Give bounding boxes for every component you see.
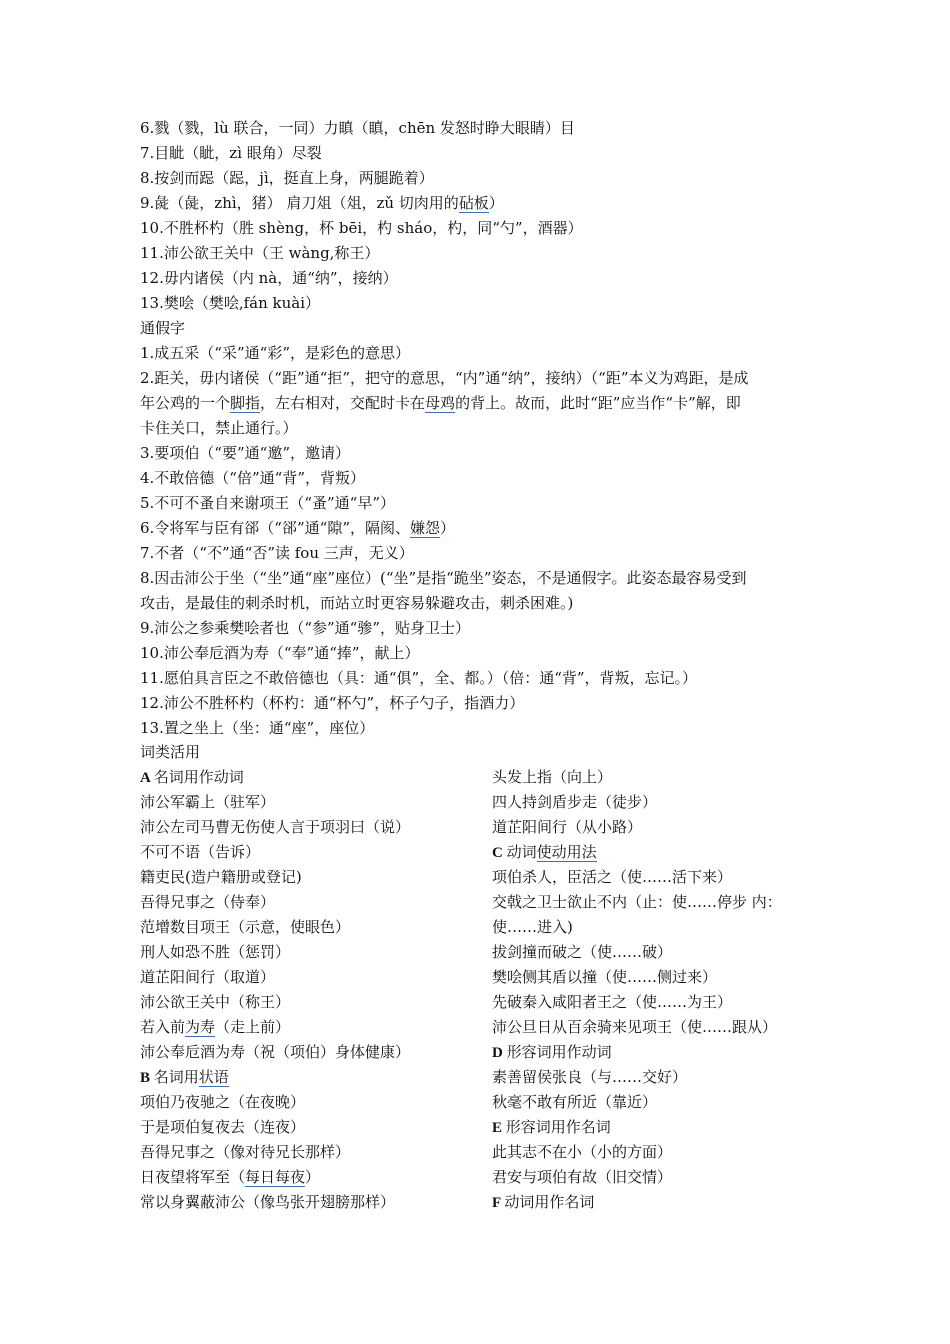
usage-item: B 名词用状语 [140,1068,229,1086]
note-line: 7.目眦（眦，zì 眼角）尽裂 [140,144,322,162]
usage-item: 籍吏民(造户籍册或登记) [140,868,302,886]
usage-item: 沛公军霸上（驻军） [140,793,276,811]
tongjiazi-item: 年公鸡的一个脚指，左右相对，交配时卡在母鸡的背上。故而，此时“距”应当作“卡”解，即 [140,394,741,412]
usage-item: 先破秦入咸阳者王之（使……为王） [492,993,733,1011]
usage-item: 吾得兄事之（侍奉） [140,893,276,911]
tongjiazi-item: 8.因击沛公于坐（“坐”通“座”座位）(“坐”是指“跪坐”姿态，不是通假字。此姿态最容易受到 [140,569,747,587]
section-letter: A [140,770,154,786]
underlined-term: 每日每夜 [245,1168,306,1186]
tongjiazi-item: 13.置之坐上（坐：通“座”，座位） [140,719,375,737]
tongjiazi-item: 5.不可不蚤自来谢项王（“蚤”通“早”） [140,494,395,512]
usage-item: 四人持剑盾步走（徒步） [492,793,658,811]
usage-item: 君安与项伯有故（旧交情） [492,1168,673,1186]
usage-item: 项伯杀人，臣活之（使……活下来） [492,868,733,886]
usage-item: 日夜望将军至（每日每夜） [140,1168,321,1186]
usage-item: F 动词用作名词 [492,1193,595,1211]
note-line: 13.樊哙（樊哙,fán kuài） [140,294,321,312]
tongjiazi-item: 12.沛公不胜杯杓（杯杓：通“杯勺”，杯子勺子，指酒力） [140,694,525,712]
section-letter: E [492,1120,506,1136]
usage-item: 道芷阳间行（从小路） [492,818,643,836]
usage-item: 范增数目项王（示意，使眼色） [140,918,351,936]
note-line: 8.按剑而跽（跽，jì，挺直上身，两腿跪着） [140,169,434,187]
section-heading-cileihuoyong: 词类活用 [140,743,201,761]
tongjiazi-item: 11.愿伯具言臣之不敢倍德也（具：通“俱”，全、都。）（倍：通“背”，背叛，忘记。） [140,669,698,687]
usage-item: 常以身翼蔽沛公（像鸟张开翅膀那样） [140,1193,396,1211]
usage-item: D 形容词用作动词 [492,1043,612,1061]
usage-item: 樊哙侧其盾以撞（使……侧过来） [492,968,718,986]
usage-item: 于是项伯复夜去（连夜） [140,1118,306,1136]
underlined-term: 嫌怨 [410,519,441,537]
section-letter: F [492,1195,505,1211]
tongjiazi-item: 9.沛公之参乘樊哙者也（“参”通“骖”，贴身卫士） [140,619,470,637]
note-line: 11.沛公欲王关中（王 wàng,称王） [140,244,380,262]
section-letter: C [492,845,507,861]
tongjiazi-item: 7.不者（“不”通“否”读 fou 三声，无义） [140,544,414,562]
usage-item: 此其志不在小（小的方面） [492,1143,673,1161]
note-line: 6.戮（戮，lù 联合，一同）力瞋（瞋，chēn 发怒时睁大眼睛）目 [140,119,575,137]
usage-item: 交戟之卫士欲止不内（止：使……停步 内： [492,893,782,911]
usage-item: 秋毫不敢有所近（靠近） [492,1093,658,1111]
note-line: 12.毋内诸侯（内 nà，通“纳”，接纳） [140,269,398,287]
note-line: 10.不胜杯杓（胜 shèng，杯 bēi，杓 sháo，杓，同“勺”，酒器） [140,219,583,237]
underlined-term: 状语 [198,1068,229,1086]
usage-item: 沛公奉卮酒为寿（祝（项伯）身体健康） [140,1043,411,1061]
usage-item: 不可不语（告诉） [140,843,261,861]
usage-item: 项伯乃夜驰之（在夜晚） [140,1093,306,1111]
section-letter: B [140,1070,154,1086]
usage-item: 沛公旦日从百余骑来见项王（使……跟从） [492,1018,778,1036]
usage-item: 拔剑撞而破之（使……破） [492,943,673,961]
tongjiazi-item: 卡住关口，禁止通行。） [140,419,298,437]
section-letter: D [492,1045,507,1061]
tongjiazi-item: 3.要项伯（“要”通“邀”，邀请） [140,444,350,462]
tongjiazi-item: 6.令将军与臣有郤（“郤”通“隙”，隔阂、嫌怨） [140,519,456,537]
usage-item: A 名词用作动词 [140,768,244,786]
tongjiazi-item: 2.距关，毋内诸侯（“距”通“拒”，把守的意思，“内”通“纳”，接纳）（“距”本义为鸡距，是成 [140,369,749,387]
usage-item: 刑人如恐不胜（惩罚） [140,943,291,961]
usage-item: 沛公左司马曹无伤使人言于项羽曰（说） [140,818,411,836]
underlined-term: 母鸡 [425,394,456,412]
underlined-term: 脚指 [230,394,261,412]
usage-item: 吾得兄事之（像对待兄长那样） [140,1143,351,1161]
usage-item: E 形容词用作名词 [492,1118,611,1136]
note-line: 9.彘（彘，zhì，猪） 肩刀俎（俎，zǔ 切肉用的砧板） [140,194,504,212]
tongjiazi-item: 10.沛公奉卮酒为寿（“奉”通“捧”，献上） [140,644,420,662]
tongjiazi-item: 4.不敢倍德（“倍”通“背”，背叛） [140,469,365,487]
usage-item: 头发上指（向上） [492,768,613,786]
tongjiazi-item: 攻击，是最佳的刺杀时机，而站立时更容易躲避攻击，刺杀困难。) [140,594,574,612]
usage-item: 使……进入) [492,918,573,936]
usage-item: C 动词使动用法 [492,843,597,861]
usage-item: 道芷阳间行（取道） [140,968,276,986]
section-heading-tongjiazi: 通假字 [140,319,186,337]
usage-item: 若入前为寿（走上前） [140,1018,291,1036]
usage-item: 素善留侯张良（与……交好） [492,1068,688,1086]
underlined-term: 为寿 [185,1018,216,1036]
underlined-term: 砧板 [458,194,489,212]
underlined-term: 使动用法 [536,843,597,861]
usage-item: 沛公欲王关中（称王） [140,993,291,1011]
tongjiazi-item: 1.成五采（“采”通“彩”，是彩色的意思） [140,344,410,362]
